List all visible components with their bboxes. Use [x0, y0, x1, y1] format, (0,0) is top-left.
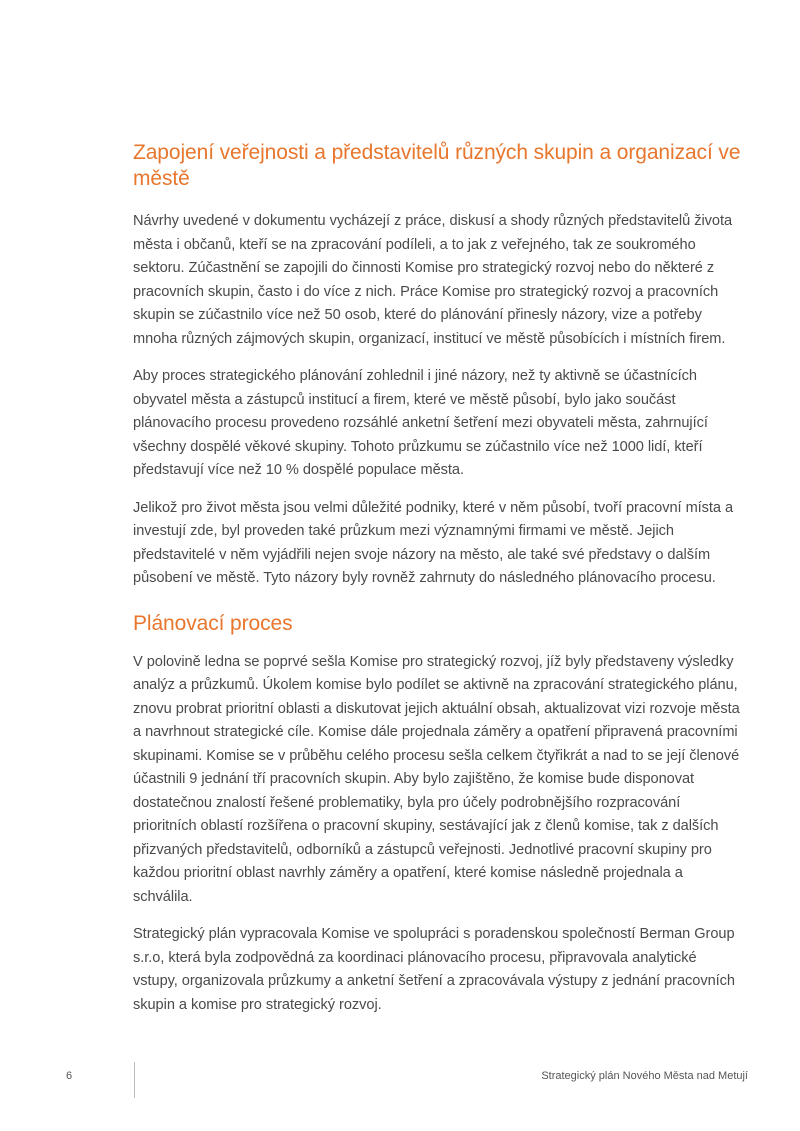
page-footer: [0, 1062, 800, 1098]
section-heading-planning-process: Plánovací proces: [133, 611, 293, 635]
section-heading-public-involvement: Zapojení veřejnosti a představitelů různých skupin a organizací ve městě: [133, 141, 741, 190]
page-number: 6: [66, 1070, 73, 1082]
paragraph: Strategický plán vypracovala Komise ve spolupráci s poradenskou společností Berman Group s.r.o, která byla zodpovědná za koordinaci plánovacího procesu, připravovala analytické vstupy, organizovala průzkumy a anketní šetření a zpracovávala výstupy z jednání pracovních skupin a komise pro strategický rozvoj.: [133, 926, 735, 1013]
footer-document-title: Strategický plán Nového Města nad Metují: [541, 1070, 748, 1082]
paragraph: Jelikož pro život města jsou velmi důležité podniky, které v něm působí, tvoří pracovní místa a investují zde, byl proveden také průzkum mezi významnými firmami ve městě. Jejich představitelé v něm vyjádřili nejen svoje názory na město, ale také své představy o dalším působení ve městě. Tyto názory byly rovněž zahrnuty do následného plánovacího procesu.: [133, 499, 734, 586]
paragraph: V polovině ledna se poprvé sešla Komise pro strategický rozvoj, jíž byly představeny výsledky analýz a průzkumů. Úkolem komise bylo podílet se aktivně na zpracování strategického plánu, znovu probrat prioritní oblasti a diskutovat jejich aktuální obsah, aktualizovat vizi rozvoje města a navrhnout strategické cíle. Komise dále projednala záměry a opatření připravená pracovními skupinami. Komise se v průběhu celého procesu sešla celkem čtyřikrát a nad to se její členové účastnili 9 jednání tří pracovních skupin. Aby bylo zajištěno, že komise bude disponovat dostatečnou znalostí řešené problematiky, byla pro účely podrobnějšího rozpracování prioritních oblastí rozšířena o pracovní skupiny, sestávající jak z členů komise, tak z dalších přizvaných představitelů, odborníků a zástupců veřejnosti. Jednotlivé pracovní skupiny pro každou prioritní oblast navrhly záměry a opatření, které komise následně projednala a schválila.: [133, 653, 740, 905]
footer-divider: [134, 1062, 135, 1098]
paragraph: Aby proces strategického plánování zohlednil i jiné názory, než ty aktivně se účastnících obyvatel města a zástupců institucí a firem, které ve městě působí, bylo jako součást plánovacího procesu provedeno rozsáhlé anketní šetření mezi obyvateli města, zahrnující všechny dospělé věkové skupiny. Tohoto průzkumu se zúčastnilo více než 1000 lidí, kteří představují více než 10 % dospělé populace města.: [133, 368, 708, 478]
paragraph: Návrhy uvedené v dokumentu vycházejí z práce, diskusí a shody různých představitelů života města i občanů, kteří se na zpracování podíleli, a to jak z veřejného, tak ze soukromého sektoru. Zúčastnění se zapojili do činnosti Komise pro strategický rozvoj nebo do některé z pracovních skupin, často i do více z nich. Práce Komise pro strategický rozvoj a pracovních skupin se zúčastnilo více než 50 osob, které do plánování přinesly názory, vize a potřeby mnoha různých zájmových skupin, organizací, institucí ve městě působících i místních firem.: [133, 213, 733, 347]
page-content: [133, 140, 745, 1031]
